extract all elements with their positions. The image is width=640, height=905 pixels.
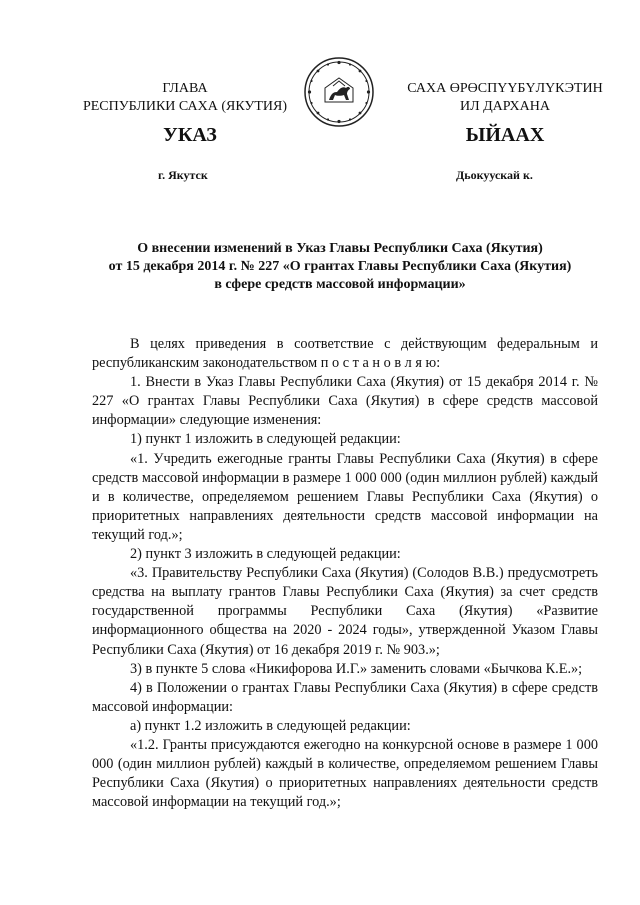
doc-type-sakha: ЫЙААХ [465,124,545,146]
paragraph-subitem-4a: а) пункт 1.2 изложить в следующей редакции: [130,717,411,734]
city-ru: г. Якутск [158,168,208,182]
city-sakha: Дьокуускай к. [456,168,533,182]
header-left-line1: ГЛАВА [162,81,208,96]
paragraph-quote-1: «1. Учредить ежегодные гранты Главы Республики Саха (Якутия) в сфере средств массовой информации в размере 1 000 000 (один миллион рублей) каждый и в количестве, определяемом решением Главы Республики Саха (Якутия) о приоритетных направлениях деятельности средств массовой информации на текущий год.»; [92,450,598,543]
doc-type-ru: УКАЗ [163,124,217,146]
coat-of-arms-emblem-icon [303,56,375,128]
header-right-line2: ИЛ ДАРХАНА [459,99,550,114]
paragraph-quote-3: «3. Правительству Республики Саха (Якутия) (Солодов В.В.) предусмотреть средства на выплату грантов Главы Республики Саха (Якутия) за счет средств государственной программы Республики Саха (Якутия) «Развитие информационного общества на 2020 - 2024 годы», утвержденной Указом Главы Республики Саха (Якутия) от 16 декабря 2019 г. № 903.»; [92,565,598,658]
paragraph-subitem-2: 2) пункт 3 изложить в следующей редакции: [130,546,401,563]
paragraph-subitem-4: 4) в Положении о грантах Главы Республики Саха (Якутия) в сфере средств массовой информации: [92,679,598,715]
paragraph-subitem-3: 3) в пункте 5 слова «Никифорова И.Г.» заменить словами «Бычкова К.Е.»; [130,660,583,677]
paragraph-preamble: В целях приведения в соответствие с действующим федеральным и республиканским законодательством п о с т а н о в л я ю: [92,336,598,372]
title-line-2: от 15 декабря 2014 г. № 227 «О грантах Главы Республики Саха (Якутия) [108,259,572,274]
paragraph-item-1: 1. Внести в Указ Главы Республики Саха (Якутия) от 15 декабря 2014 г. № 227 «О грантах Главы Республики Саха (Якутия) в сфере средств массовой информации» следующие изменения: [92,374,598,429]
title-line-3: в сфере средств массовой информации» [214,277,466,292]
document-body [92,335,598,812]
paragraph-quote-1-2: «1.2. Гранты присуждаются ежегодно на конкурсной основе в размере 1 000 000 (один миллион рублей) каждый в количестве, определяемом решением Главы Республики Саха (Якутия) о приоритетных направлениях деятельности средств массовой информации на текущий год.»; [92,736,598,811]
header-right [385,80,625,116]
paragraph-subitem-1: 1) пункт 1 изложить в следующей редакции: [130,431,401,448]
document-title [60,240,620,294]
header-left [70,80,300,116]
header-left-line2: РЕСПУБЛИКИ САХА (ЯКУТИЯ) [82,99,288,114]
header-right-line1: САХА ӨРӨСПҮҮБҮЛҮКЭТИН [407,81,603,96]
title-line-1: О внесении изменений в Указ Главы Республики Саха (Якутия) [137,241,543,256]
